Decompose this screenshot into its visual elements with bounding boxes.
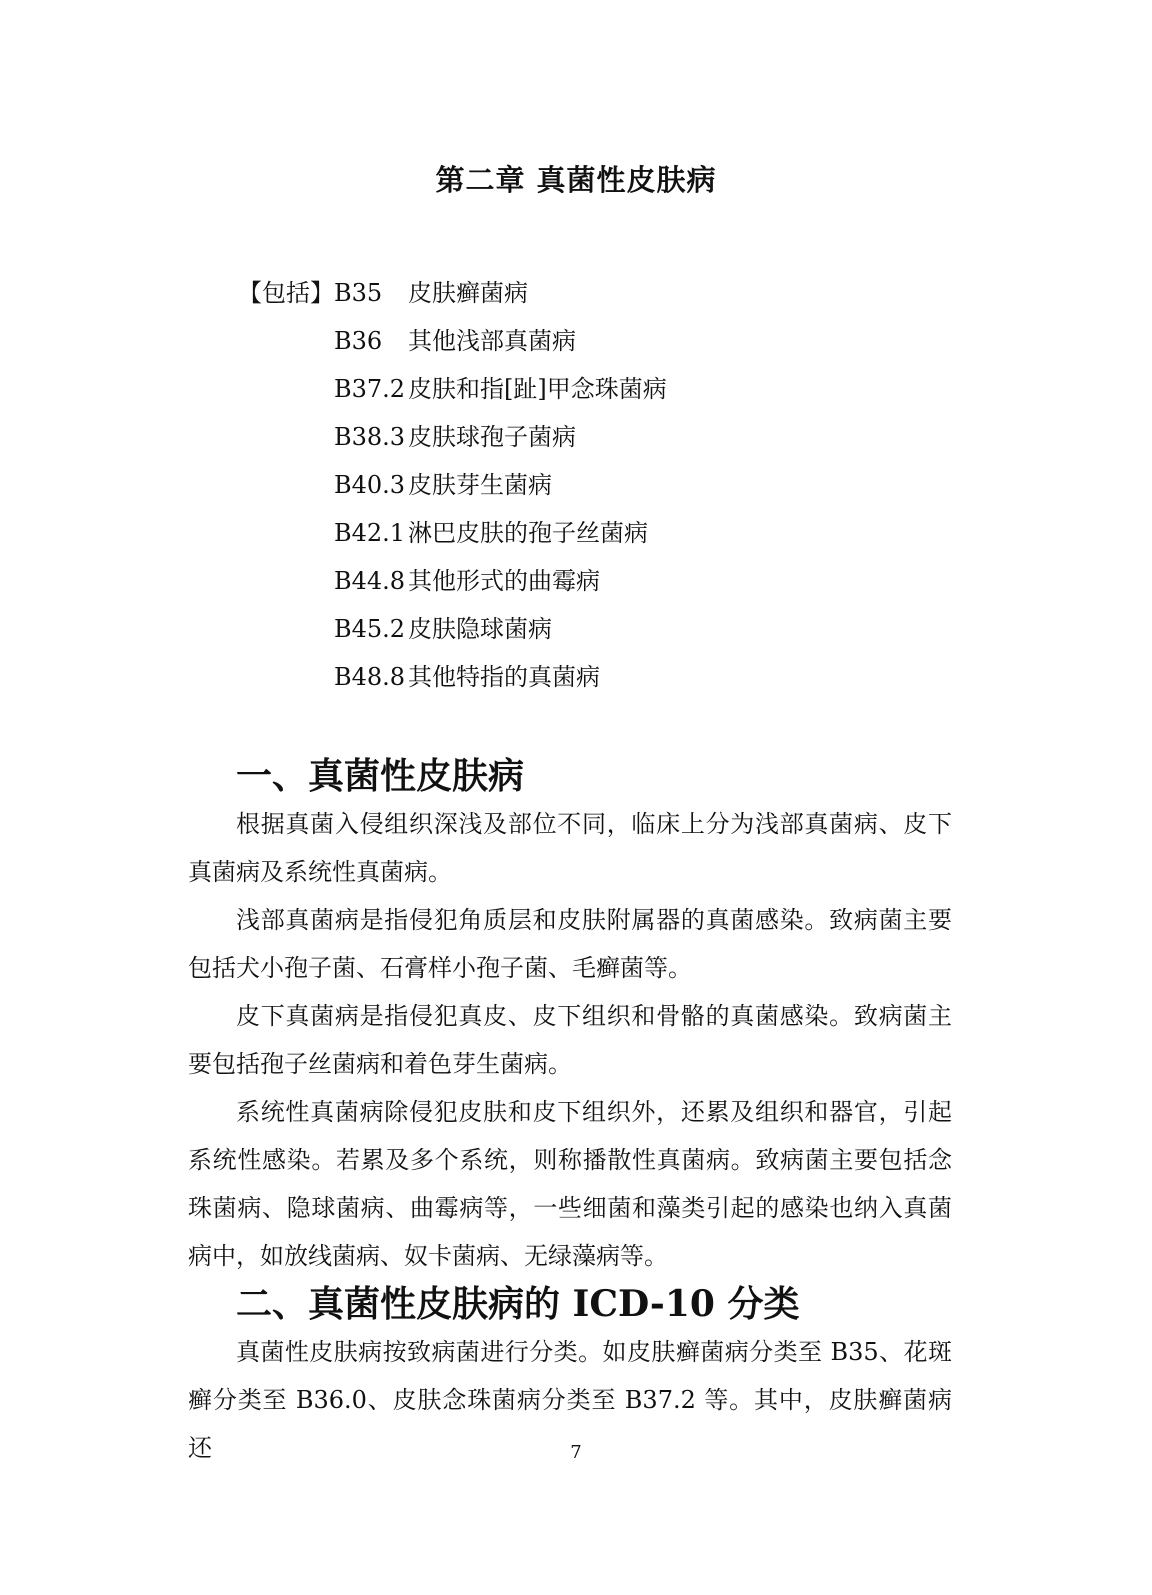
list-item (238, 276, 667, 324)
section-heading: 二、真菌性皮肤病的 ICD-10 分类 (236, 1283, 800, 1325)
section-heading: 一、真菌性皮肤病 (236, 755, 525, 797)
icd-code: B35 (334, 279, 383, 307)
disease-name: 皮肤芽生菌病 (408, 471, 552, 499)
list-item (238, 420, 667, 468)
disease-name: 淋巴皮肤的孢子丝菌病 (408, 519, 648, 547)
icd-code: B40.3 (334, 471, 406, 499)
icd-code: B45.2 (334, 615, 406, 643)
disease-name: 皮肤癣菌病 (408, 279, 528, 307)
includes-list (238, 276, 667, 708)
icd-code: B48.8 (334, 663, 406, 691)
list-item (238, 324, 667, 372)
disease-name: 皮肤隐球菌病 (408, 615, 552, 643)
disease-name: 其他特指的真菌病 (408, 663, 600, 691)
disease-name: 皮肤球孢子菌病 (408, 423, 576, 451)
icd-code: B36 (334, 327, 383, 355)
paragraph: 真菌性皮肤病按致病菌进行分类。如皮肤癣菌病分类至 B35、花斑癣分类至 B36.0、皮肤念珠菌病分类至 B37.2 等。其中，皮肤癣菌病还 (188, 1338, 952, 1462)
list-item (238, 468, 667, 516)
paragraph: 皮下真菌病是指侵犯真皮、皮下组织和骨骼的真菌感染。致病菌主要包括孢子丝菌病和着色芽生菌病。 (188, 1002, 952, 1078)
paragraph: 系统性真菌病除侵犯皮肤和皮下组织外，还累及组织和器官，引起系统性感染。若累及多个系统，则称播散性真菌病。致病菌主要包括念珠菌病、隐球菌病、曲霉病等，一些细菌和藻类引起的感染也纳入真菌病中，如放线菌病、奴卡菌病、无绿藻病等。 (188, 1098, 952, 1270)
includes-label: 【包括】 (238, 279, 334, 307)
list-item (238, 516, 667, 564)
disease-name: 其他浅部真菌病 (408, 327, 576, 355)
list-item (238, 564, 667, 612)
icd-code: B38.3 (334, 423, 406, 451)
disease-name: 皮肤和指[趾]甲念珠菌病 (408, 375, 667, 403)
icd-code: B37.2 (334, 375, 406, 403)
list-item (238, 660, 667, 708)
body-text (188, 752, 952, 1472)
list-item (238, 612, 667, 660)
page-number: 7 (570, 1442, 582, 1463)
icd-code: B42.1 (334, 519, 406, 547)
paragraph: 根据真菌入侵组织深浅及部位不同，临床上分为浅部真菌病、皮下真菌病及系统性真菌病。 (188, 810, 952, 886)
chapter-title: 第二章 真菌性皮肤病 (435, 163, 717, 197)
disease-name: 其他形式的曲霉病 (408, 567, 600, 595)
list-item (238, 372, 667, 420)
paragraph: 浅部真菌病是指侵犯角质层和皮肤附属器的真菌感染。致病菌主要包括犬小孢子菌、石膏样小孢子菌、毛癣菌等。 (188, 906, 952, 982)
icd-code: B44.8 (334, 567, 406, 595)
